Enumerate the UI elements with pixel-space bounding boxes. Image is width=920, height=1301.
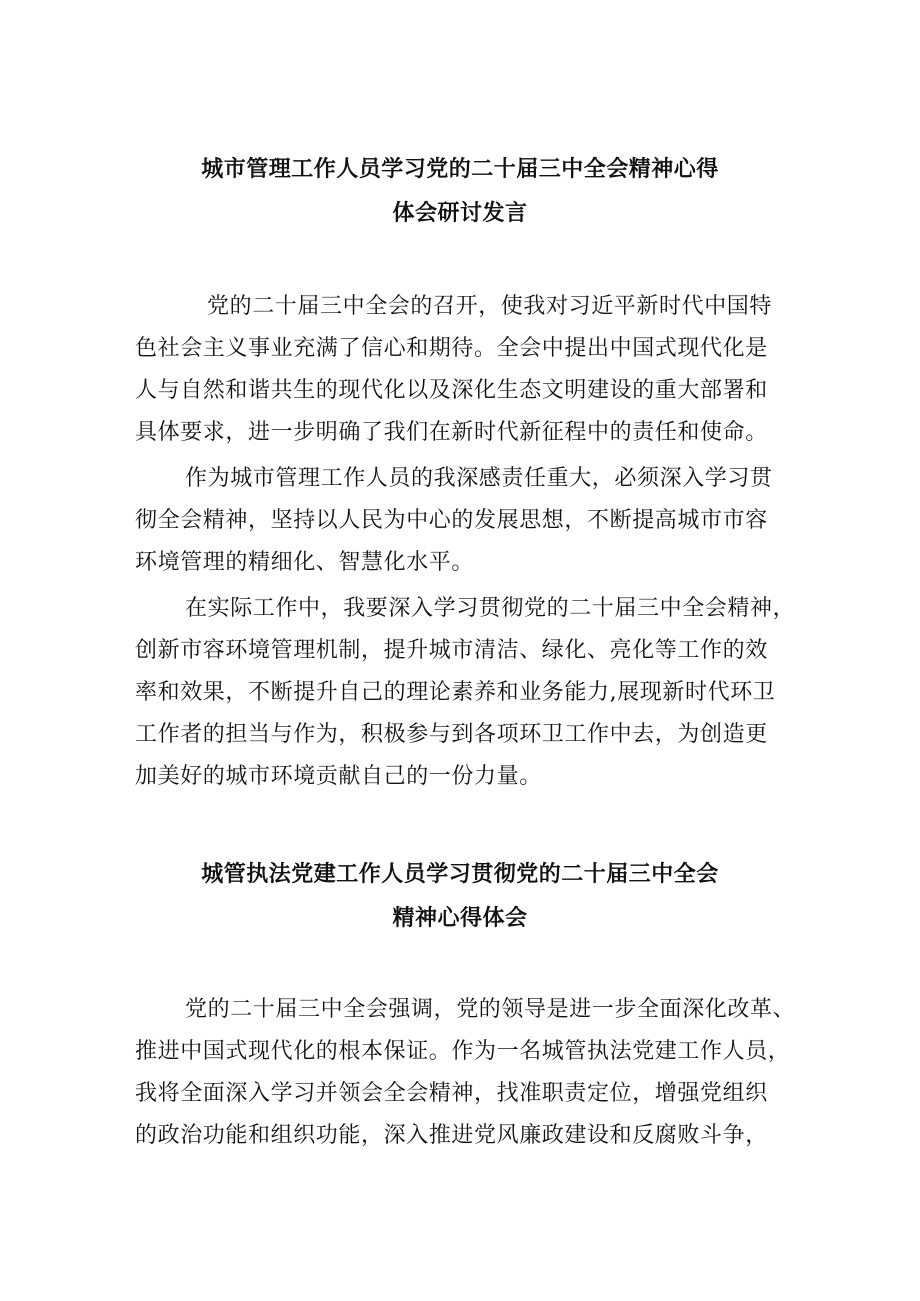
paragraph-line: 具体要求，进一步明确了我们在新时代新征程中的责任和使命。 (135, 420, 768, 445)
paragraph-line: 人与自然和谐共生的现代化以及深化生态文明建设的重大部署和 (135, 378, 768, 403)
paragraph-line: 彻全会精神，坚持以人民为中心的发展思想，不断提高城市市容 (135, 508, 768, 533)
paragraph-line: 在实际工作中，我要深入学习贯彻党的二十届三中全会精神， (185, 596, 796, 621)
paragraph-line: 我将全面深入学习并领会全会精神，找准职责定位，增强党组织 (135, 1081, 768, 1106)
paragraph-line: 作为城市管理工作人员的我深感责任重大，必须深入学习贯 (185, 466, 773, 491)
section-2-title-line-1: 城管执法党建工作人员学习贯彻党的二十届三中全会 (201, 862, 719, 887)
section-1-title (0, 148, 920, 236)
paragraph-line: 党的二十届三中全会的召开，使我对习近平新时代中国特 (207, 294, 773, 319)
section-1-paragraph-2 (135, 458, 795, 584)
section-2-title (0, 853, 920, 941)
paragraph-line: 色社会主义事业充满了信心和期待。全会中提出中国式现代化是 (135, 336, 768, 361)
section-1-title-line-2: 体会研讨发言 (392, 201, 528, 226)
section-2-paragraph-1 (135, 989, 795, 1157)
section-2-title-line-2: 精神心得体会 (392, 906, 528, 931)
paragraph-line: 率和效果，不断提升自己的理论素养和业务能力,展现新时代环卫 (135, 680, 776, 705)
section-1-paragraph-1 (135, 286, 795, 454)
paragraph-line: 的政治功能和组织功能，深入推进党风廉政建设和反腐败斗争， (135, 1123, 768, 1148)
paragraph-line: 党的二十届三中全会强调，党的领导是进一步全面深化改革、 (185, 997, 796, 1022)
paragraph-line: 创新市容环境管理机制，提升城市清洁、绿化、亮化等工作的效 (135, 638, 768, 663)
paragraph-line: 工作者的担当与作为，积极参与到各项环卫工作中去，为创造更 (135, 722, 768, 747)
section-1-paragraph-3 (135, 588, 795, 798)
section-1-title-line-1: 城市管理工作人员学习党的二十届三中全会精神心得 (201, 157, 719, 182)
paragraph-line: 推进中国式现代化的根本保证。作为一名城管执法党建工作人员， (135, 1039, 791, 1064)
paragraph-line: 环境管理的精细化、智慧化水平。 (135, 550, 475, 575)
paragraph-line: 加美好的城市环境贡献自己的一份力量。 (135, 764, 542, 789)
